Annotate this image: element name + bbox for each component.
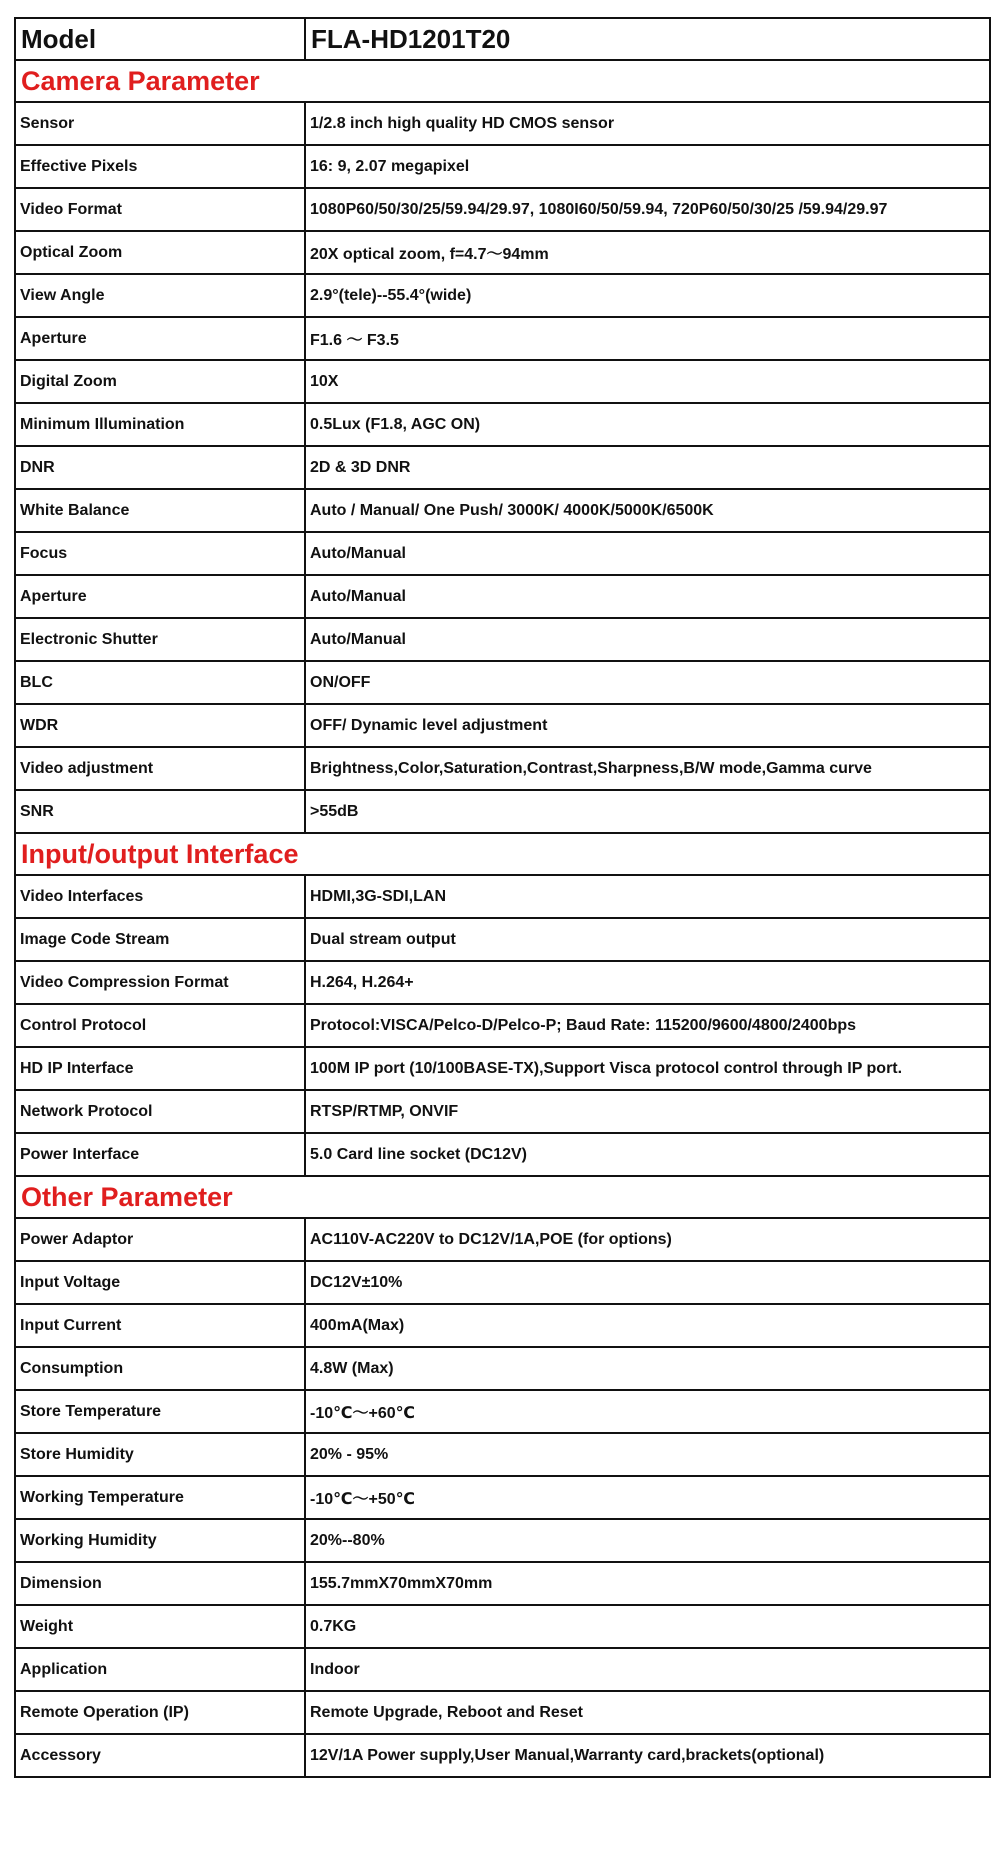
spec-value: 20% - 95% — [305, 1433, 990, 1476]
spec-label: View Angle — [15, 274, 305, 317]
spec-label: Video Compression Format — [15, 961, 305, 1004]
spec-label: BLC — [15, 661, 305, 704]
spec-row — [15, 1004, 990, 1047]
spec-row — [15, 1390, 990, 1433]
spec-value: 155.7mmX70mmX70mm — [305, 1562, 990, 1605]
spec-row — [15, 1562, 990, 1605]
model-value: FLA-HD1201T20 — [305, 18, 990, 60]
spec-value: 5.0 Card line socket (DC12V) — [305, 1133, 990, 1176]
spec-value: Indoor — [305, 1648, 990, 1691]
spec-value: 20X optical zoom, f=4.7～94mm — [305, 231, 990, 274]
spec-label: Electronic Shutter — [15, 618, 305, 661]
spec-label: HD IP Interface — [15, 1047, 305, 1090]
spec-value: -10℃～+50℃ — [305, 1476, 990, 1519]
spec-row — [15, 317, 990, 360]
spec-value: >55dB — [305, 790, 990, 833]
spec-value: ON/OFF — [305, 661, 990, 704]
spec-value: 2.9°(tele)--55.4°(wide) — [305, 274, 990, 317]
spec-row — [15, 360, 990, 403]
spec-label: Video Format — [15, 188, 305, 231]
section-title: Input/output Interface — [15, 833, 990, 875]
section-title: Camera Parameter — [15, 60, 990, 102]
spec-row — [15, 618, 990, 661]
spec-row — [15, 231, 990, 274]
spec-row — [15, 575, 990, 618]
spec-row — [15, 1090, 990, 1133]
spec-label: Remote Operation (IP) — [15, 1691, 305, 1734]
spec-label: Minimum Illumination — [15, 403, 305, 446]
section-header — [15, 833, 990, 875]
spec-row — [15, 446, 990, 489]
spec-label: Aperture — [15, 317, 305, 360]
spec-row — [15, 661, 990, 704]
spec-label: White Balance — [15, 489, 305, 532]
spec-value: RTSP/RTMP, ONVIF — [305, 1090, 990, 1133]
spec-value: AC110V-AC220V to DC12V/1A,POE (for options) — [305, 1218, 990, 1261]
spec-label: Accessory — [15, 1734, 305, 1777]
spec-label: Image Code Stream — [15, 918, 305, 961]
model-label: Model — [15, 18, 305, 60]
spec-row — [15, 1734, 990, 1777]
spec-label: Focus — [15, 532, 305, 575]
spec-row — [15, 1218, 990, 1261]
spec-row — [15, 747, 990, 790]
spec-table — [14, 17, 991, 1778]
spec-value: Dual stream output — [305, 918, 990, 961]
spec-value: Auto/Manual — [305, 618, 990, 661]
spec-value: 0.7KG — [305, 1605, 990, 1648]
spec-row — [15, 274, 990, 317]
spec-value: 12V/1A Power supply,User Manual,Warranty card,brackets(optional) — [305, 1734, 990, 1777]
spec-value: Auto/Manual — [305, 575, 990, 618]
spec-row — [15, 1261, 990, 1304]
spec-row — [15, 188, 990, 231]
spec-row — [15, 961, 990, 1004]
spec-row — [15, 1648, 990, 1691]
spec-label: WDR — [15, 704, 305, 747]
spec-row — [15, 790, 990, 833]
spec-value: -10℃～+60℃ — [305, 1390, 990, 1433]
spec-value: 16: 9, 2.07 megapixel — [305, 145, 990, 188]
model-row — [15, 18, 990, 60]
spec-label: Weight — [15, 1605, 305, 1648]
spec-row — [15, 875, 990, 918]
spec-row — [15, 532, 990, 575]
spec-label: Power Adaptor — [15, 1218, 305, 1261]
spec-label: Working Temperature — [15, 1476, 305, 1519]
section-title: Other Parameter — [15, 1176, 990, 1218]
section-header — [15, 1176, 990, 1218]
spec-label: Optical Zoom — [15, 231, 305, 274]
spec-label: Store Temperature — [15, 1390, 305, 1433]
spec-row — [15, 102, 990, 145]
section-header — [15, 60, 990, 102]
spec-label: Sensor — [15, 102, 305, 145]
spec-label: Dimension — [15, 1562, 305, 1605]
spec-row — [15, 1433, 990, 1476]
spec-row — [15, 1133, 990, 1176]
spec-label: Effective Pixels — [15, 145, 305, 188]
spec-value: HDMI,3G-SDI,LAN — [305, 875, 990, 918]
spec-label: Input Current — [15, 1304, 305, 1347]
spec-value: 1080P60/50/30/25/59.94/29.97, 1080I60/50/59.94, 720P60/50/30/25 /59.94/29.97 — [305, 188, 990, 231]
spec-value: 400mA(Max) — [305, 1304, 990, 1347]
spec-label: Input Voltage — [15, 1261, 305, 1304]
spec-label: Aperture — [15, 575, 305, 618]
spec-table-body — [15, 18, 990, 1777]
spec-row — [15, 1605, 990, 1648]
spec-value: 0.5Lux (F1.8, AGC ON) — [305, 403, 990, 446]
spec-label: Video adjustment — [15, 747, 305, 790]
spec-value: DC12V±10% — [305, 1261, 990, 1304]
spec-label: Working Humidity — [15, 1519, 305, 1562]
spec-value: 20%--80% — [305, 1519, 990, 1562]
spec-row — [15, 489, 990, 532]
spec-row — [15, 1519, 990, 1562]
spec-label: Network Protocol — [15, 1090, 305, 1133]
spec-label: DNR — [15, 446, 305, 489]
spec-label: SNR — [15, 790, 305, 833]
spec-label: Power Interface — [15, 1133, 305, 1176]
spec-row — [15, 1047, 990, 1090]
spec-value: 2D & 3D DNR — [305, 446, 990, 489]
spec-value: Auto/Manual — [305, 532, 990, 575]
spec-row — [15, 918, 990, 961]
spec-label: Digital Zoom — [15, 360, 305, 403]
spec-value: 4.8W (Max) — [305, 1347, 990, 1390]
spec-label: Store Humidity — [15, 1433, 305, 1476]
spec-row — [15, 403, 990, 446]
spec-row — [15, 1476, 990, 1519]
spec-label: Video Interfaces — [15, 875, 305, 918]
spec-value: 100M IP port (10/100BASE-TX),Support Visca protocol control through IP port. — [305, 1047, 990, 1090]
spec-value: Protocol:VISCA/Pelco-D/Pelco-P; Baud Rate: 115200/9600/4800/2400bps — [305, 1004, 990, 1047]
spec-value: OFF/ Dynamic level adjustment — [305, 704, 990, 747]
spec-label: Control Protocol — [15, 1004, 305, 1047]
spec-row — [15, 145, 990, 188]
spec-value: H.264, H.264+ — [305, 961, 990, 1004]
spec-row — [15, 1304, 990, 1347]
spec-row — [15, 1347, 990, 1390]
spec-value: Remote Upgrade, Reboot and Reset — [305, 1691, 990, 1734]
spec-row — [15, 704, 990, 747]
spec-value: 10X — [305, 360, 990, 403]
spec-value: Brightness,Color,Saturation,Contrast,Sharpness,B/W mode,Gamma curve — [305, 747, 990, 790]
spec-value: Auto / Manual/ One Push/ 3000K/ 4000K/5000K/6500K — [305, 489, 990, 532]
spec-row — [15, 1691, 990, 1734]
spec-label: Application — [15, 1648, 305, 1691]
spec-label: Consumption — [15, 1347, 305, 1390]
spec-value: 1/2.8 inch high quality HD CMOS sensor — [305, 102, 990, 145]
spec-value: F1.6 ～ F3.5 — [305, 317, 990, 360]
